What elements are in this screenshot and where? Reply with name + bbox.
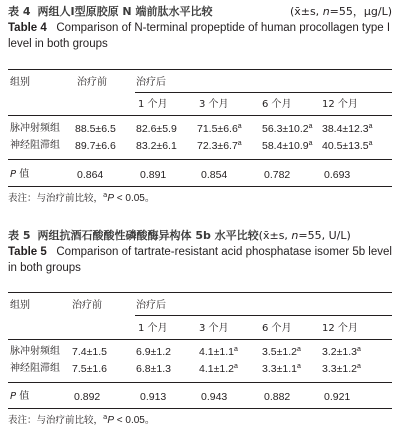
note-p: P: [107, 193, 114, 204]
row-value: [322, 122, 373, 136]
header-month-12: 12 个月: [322, 99, 358, 110]
p-value: 0.864: [77, 169, 104, 181]
stats-prefix: (x̄±s,: [258, 229, 292, 242]
value: 58.4±10.9: [262, 140, 309, 152]
table-caption-en: [0, 244, 400, 276]
header-rule: [8, 115, 392, 116]
p-value: 0.891: [140, 169, 167, 181]
header-after: 治疗后: [136, 77, 166, 88]
sig-mark: a: [233, 346, 238, 353]
sig-mark: a: [237, 140, 242, 147]
row-before: 7.5±1.6: [72, 363, 107, 375]
value: 82.6±5.9: [136, 123, 177, 135]
table-note: [8, 192, 155, 206]
row-value: [322, 139, 373, 153]
p-label: [10, 390, 29, 404]
after-rule: [135, 92, 392, 93]
stats-prefix: (x̄±s,: [289, 5, 323, 18]
row-group: 神经阻滞组: [10, 363, 60, 374]
p-rule: [8, 159, 392, 160]
value: 56.3±10.2: [262, 123, 309, 135]
table-5: [0, 224, 400, 426]
value: 3.3±1.1: [262, 363, 297, 375]
table-stats: [259, 229, 351, 242]
table-title: 两组人Ⅰ型原胶原 N 端前肽水平比较: [37, 5, 213, 18]
header-after: 治疗后: [136, 300, 166, 311]
table-caption-cn: [0, 0, 400, 20]
note-suffix: < 0.05。: [113, 415, 155, 426]
p-value: 0.892: [74, 391, 101, 403]
sig-mark: a: [296, 346, 301, 353]
value: 83.2±6.1: [136, 140, 177, 152]
top-rule: [8, 69, 392, 70]
table-caption-en: [0, 20, 400, 52]
row-value: [322, 345, 361, 359]
row-value: [136, 345, 171, 359]
row-before: 89.7±6.6: [75, 140, 116, 152]
value: 4.1±1.2: [199, 363, 234, 375]
p-value: 0.782: [264, 169, 291, 181]
row-value: [262, 122, 313, 136]
stats-n: n: [322, 5, 330, 18]
header-month-3: 3 个月: [199, 323, 229, 334]
row-value: [197, 139, 242, 153]
note-p: P: [107, 415, 114, 426]
table-caption-cn: [0, 224, 400, 244]
header-group: 组别: [10, 77, 30, 88]
p-value: 0.882: [264, 391, 291, 403]
value: 3.5±1.2: [262, 346, 297, 358]
table-label-en: Table 5: [8, 246, 47, 258]
p-value: 0.943: [201, 391, 228, 403]
note-sup: a: [103, 191, 108, 199]
sig-mark: a: [368, 140, 373, 147]
row-value: [197, 122, 242, 136]
row-value: [136, 139, 177, 153]
note-suffix: < 0.05。: [113, 193, 155, 204]
stats-suffix: =55, U/L): [298, 229, 351, 242]
row-value: [136, 122, 177, 136]
table-title-en: Comparison of tartrate-resistant acid phosphatase isomer 5b level in both groups: [8, 246, 392, 274]
note-prefix: 表注：与治疗前比较，: [8, 415, 104, 426]
sig-mark: a: [356, 363, 361, 370]
row-value: [262, 139, 313, 153]
stats-n: n: [291, 229, 299, 242]
sig-mark: a: [308, 140, 313, 147]
row-value: [262, 362, 301, 376]
row-value: [199, 345, 238, 359]
value: 6.8±1.3: [136, 363, 171, 375]
top-rule: [8, 292, 392, 293]
note-sup: a: [103, 413, 108, 421]
value: 38.4±12.3: [322, 123, 369, 135]
row-before: 88.5±6.5: [75, 123, 116, 135]
p-label: [10, 168, 29, 182]
header-group: 组别: [10, 300, 30, 311]
p-suffix: 值: [16, 169, 30, 180]
table-title: 两组抗酒石酸酸性磷酸酶异构体 5b 水平比较: [37, 229, 259, 242]
table-4: [0, 0, 400, 204]
row-group: 神经阻滞组: [10, 140, 60, 151]
sig-mark: a: [356, 346, 361, 353]
row-group: 脉冲射频组: [10, 346, 60, 357]
p-symbol: P: [10, 169, 17, 180]
table-title-en: Comparison of N-terminal propeptide of human procollagen type I level in both groups: [8, 22, 391, 50]
sig-mark: a: [296, 363, 301, 370]
p-value: 0.854: [201, 169, 228, 181]
header-rule: [8, 339, 392, 340]
row-group: 脉冲射频组: [10, 123, 60, 134]
row-before: 7.4±1.5: [72, 346, 107, 358]
bottom-rule: [8, 408, 392, 409]
sig-mark: a: [237, 123, 242, 130]
note-prefix: 表注：与治疗前比较，: [8, 193, 104, 204]
table-label-en: Table 4: [8, 22, 47, 34]
p-value: 0.921: [324, 391, 351, 403]
stats-suffix: =55，μg/L): [329, 5, 392, 18]
header-before: 治疗前: [77, 77, 107, 88]
row-value: [322, 362, 361, 376]
p-value: 0.693: [324, 169, 351, 181]
value: 3.3±1.2: [322, 363, 357, 375]
after-rule: [135, 315, 392, 316]
header-month-12: 12 个月: [322, 323, 358, 334]
sig-mark: a: [308, 123, 313, 130]
p-rule: [8, 382, 392, 383]
row-value: [199, 362, 238, 376]
table-label: 表 4: [8, 5, 31, 18]
header-month-1: 1 个月: [138, 99, 168, 110]
value: 4.1±1.1: [199, 346, 234, 358]
value: 72.3±6.7: [197, 140, 238, 152]
row-value: [136, 362, 171, 376]
bottom-rule: [8, 186, 392, 187]
header-before: 治疗前: [72, 300, 102, 311]
header-month-3: 3 个月: [199, 99, 229, 110]
value: 3.2±1.3: [322, 346, 357, 358]
p-symbol: P: [10, 391, 17, 402]
header-month-6: 6 个月: [262, 323, 292, 334]
value: 71.5±6.6: [197, 123, 238, 135]
table-label: 表 5: [8, 229, 31, 242]
row-value: [262, 345, 301, 359]
sig-mark: a: [368, 123, 373, 130]
value: 6.9±1.2: [136, 346, 171, 358]
p-suffix: 值: [16, 391, 30, 402]
sig-mark: a: [233, 363, 238, 370]
p-value: 0.913: [140, 391, 167, 403]
header-month-6: 6 个月: [262, 99, 292, 110]
table-stats: [290, 3, 392, 20]
table-note: [8, 414, 155, 428]
header-month-1: 1 个月: [138, 323, 168, 334]
value: 40.5±13.5: [322, 140, 369, 152]
